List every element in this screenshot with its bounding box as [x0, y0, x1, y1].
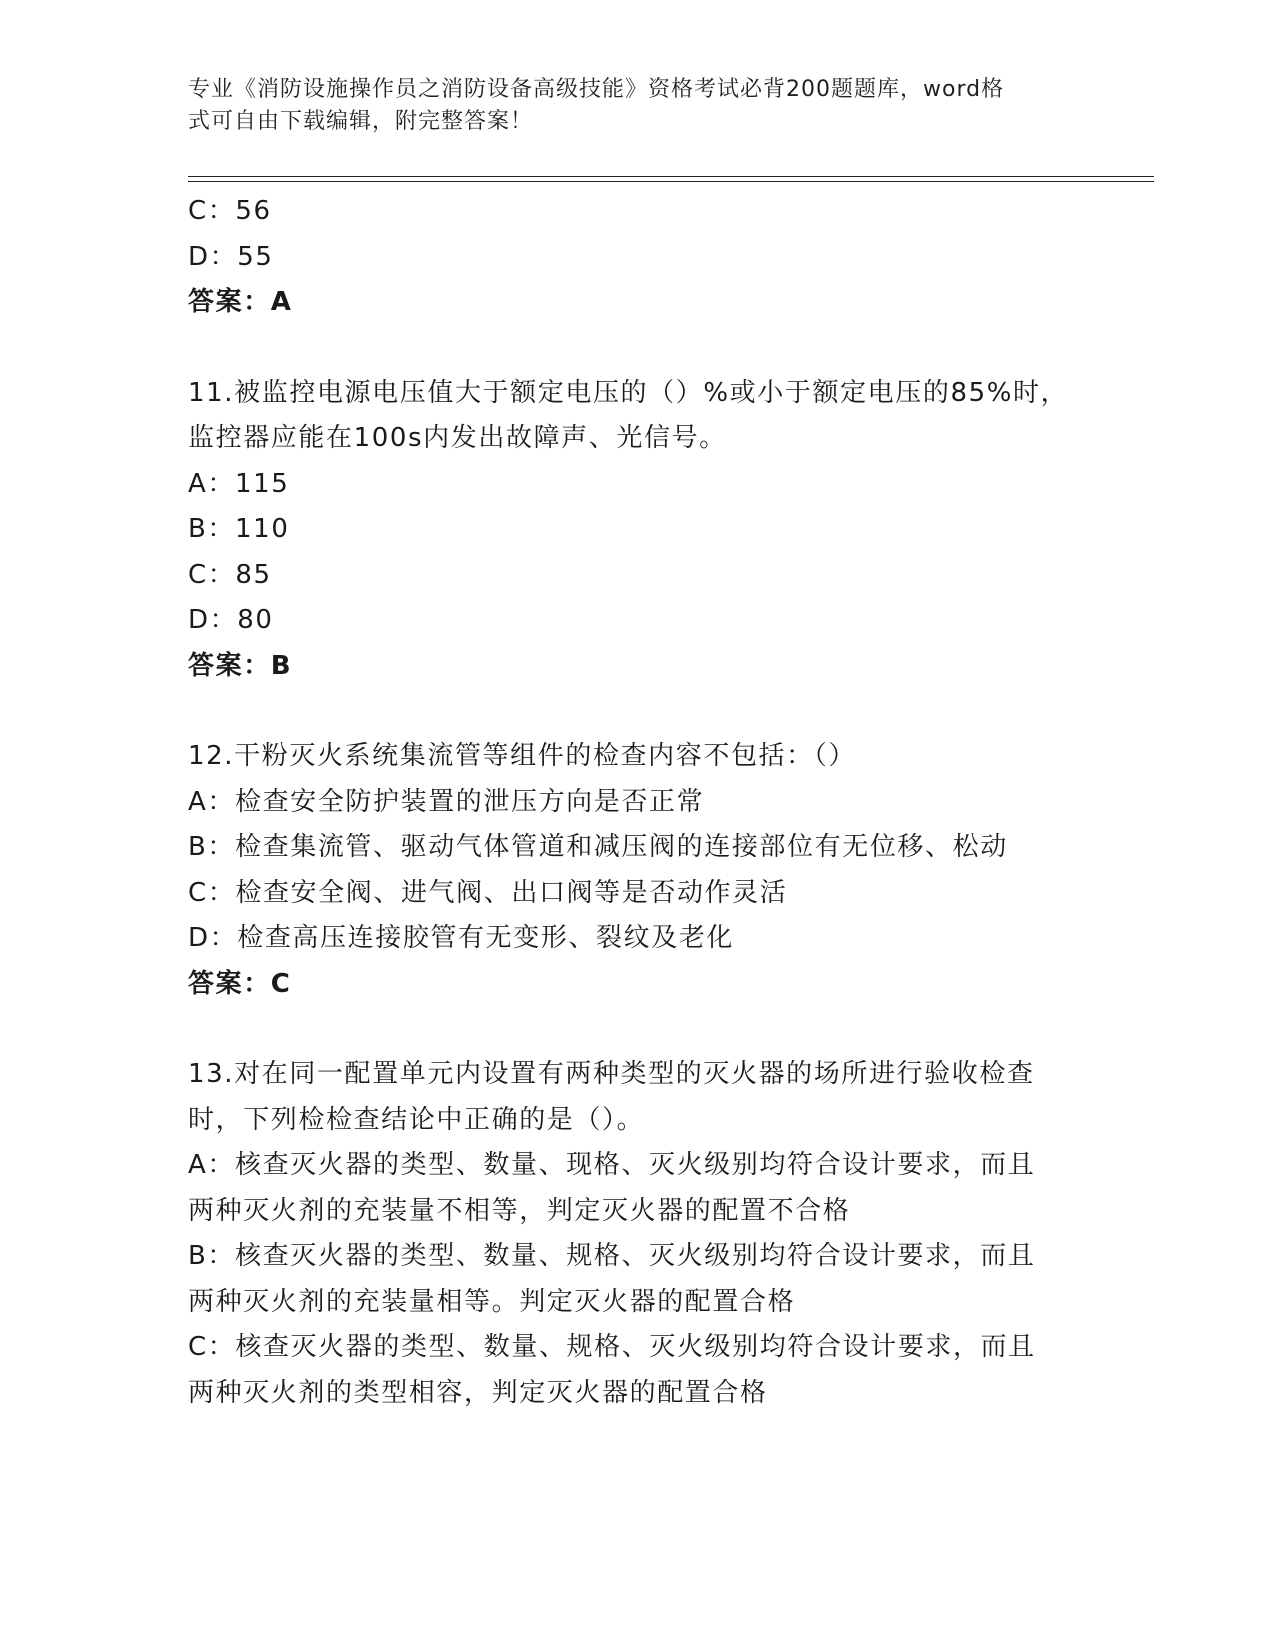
option-b: B：110: [188, 514, 290, 544]
option-d: D：80: [188, 605, 274, 635]
option-a: A：115: [188, 468, 290, 499]
question-stem-line: 监控器应能在100s内发出故障声、光信号。: [188, 423, 727, 453]
option-a-continued: 两种灭火剂的充装量不相等，判定灭火器的配置不合格: [188, 1195, 851, 1226]
option-b: B：检查集流管、驱动气体管道和减压阀的连接部位有无位移、松动: [188, 832, 1008, 862]
spacer: [188, 689, 1088, 734]
option-c: C：56: [188, 196, 272, 226]
header-line-2: 式可自由下载编辑，附完整答案！: [188, 109, 534, 134]
header-divider-bottom: [188, 181, 1154, 182]
option-b: B：核查灭火器的类型、数量、规格、灭火级别均符合设计要求，而且: [188, 1241, 1036, 1271]
question-stem-line: 13.对在同一配置单元内设置有两种类型的灭火器的场所进行验收检查: [188, 1059, 1035, 1089]
option-c: C：检查安全阀、进气阀、出口阀等是否动作灵活: [188, 877, 788, 908]
option-c: C：核查灭火器的类型、数量、规格、灭火级别均符合设计要求，而且: [188, 1332, 1036, 1362]
option-a: A：检查安全防护装置的泄压方向是否正常: [188, 786, 705, 817]
option-d: D：55: [188, 241, 274, 272]
answer-label: 答案：B: [188, 650, 293, 681]
option-a: A：核查灭火器的类型、数量、现格、灭火级别均符合设计要求，而且: [188, 1150, 1036, 1180]
document-header: [188, 74, 1068, 138]
question-11: [188, 371, 1088, 690]
option-b-continued: 两种灭火剂的充装量相等。判定灭火器的配置合格: [188, 1286, 796, 1317]
question-stem-line: 12.干粉灭火系统集流管等组件的检查内容不包括：（）: [188, 741, 856, 771]
option-c: C：85: [188, 559, 272, 590]
header-line-1: 专业《消防设施操作员之消防设备高级技能》资格考试必背200题题库，word格: [188, 77, 1005, 102]
question-content: [188, 189, 1088, 1416]
question-12: [188, 734, 1088, 1007]
answer-label: 答案：C: [188, 968, 292, 999]
spacer: [188, 326, 1088, 371]
question-stem-line: 11.被监控电源电压值大于额定电压的（）%或小于额定电压的85%时，: [188, 377, 1069, 408]
question-stem-line: 时，下列检检查结论中正确的是（）。: [188, 1104, 645, 1135]
header-divider-top: [188, 176, 1154, 177]
option-d: D：检查高压连接胶管有无变形、裂纹及老化: [188, 923, 735, 953]
spacer: [188, 1007, 1088, 1052]
question-10-continuation: [188, 189, 1088, 326]
option-c-continued: 两种灭火剂的类型相容，判定灭火器的配置合格: [188, 1377, 768, 1408]
answer-label: 答案：A: [188, 287, 293, 317]
question-13: [188, 1052, 1088, 1416]
